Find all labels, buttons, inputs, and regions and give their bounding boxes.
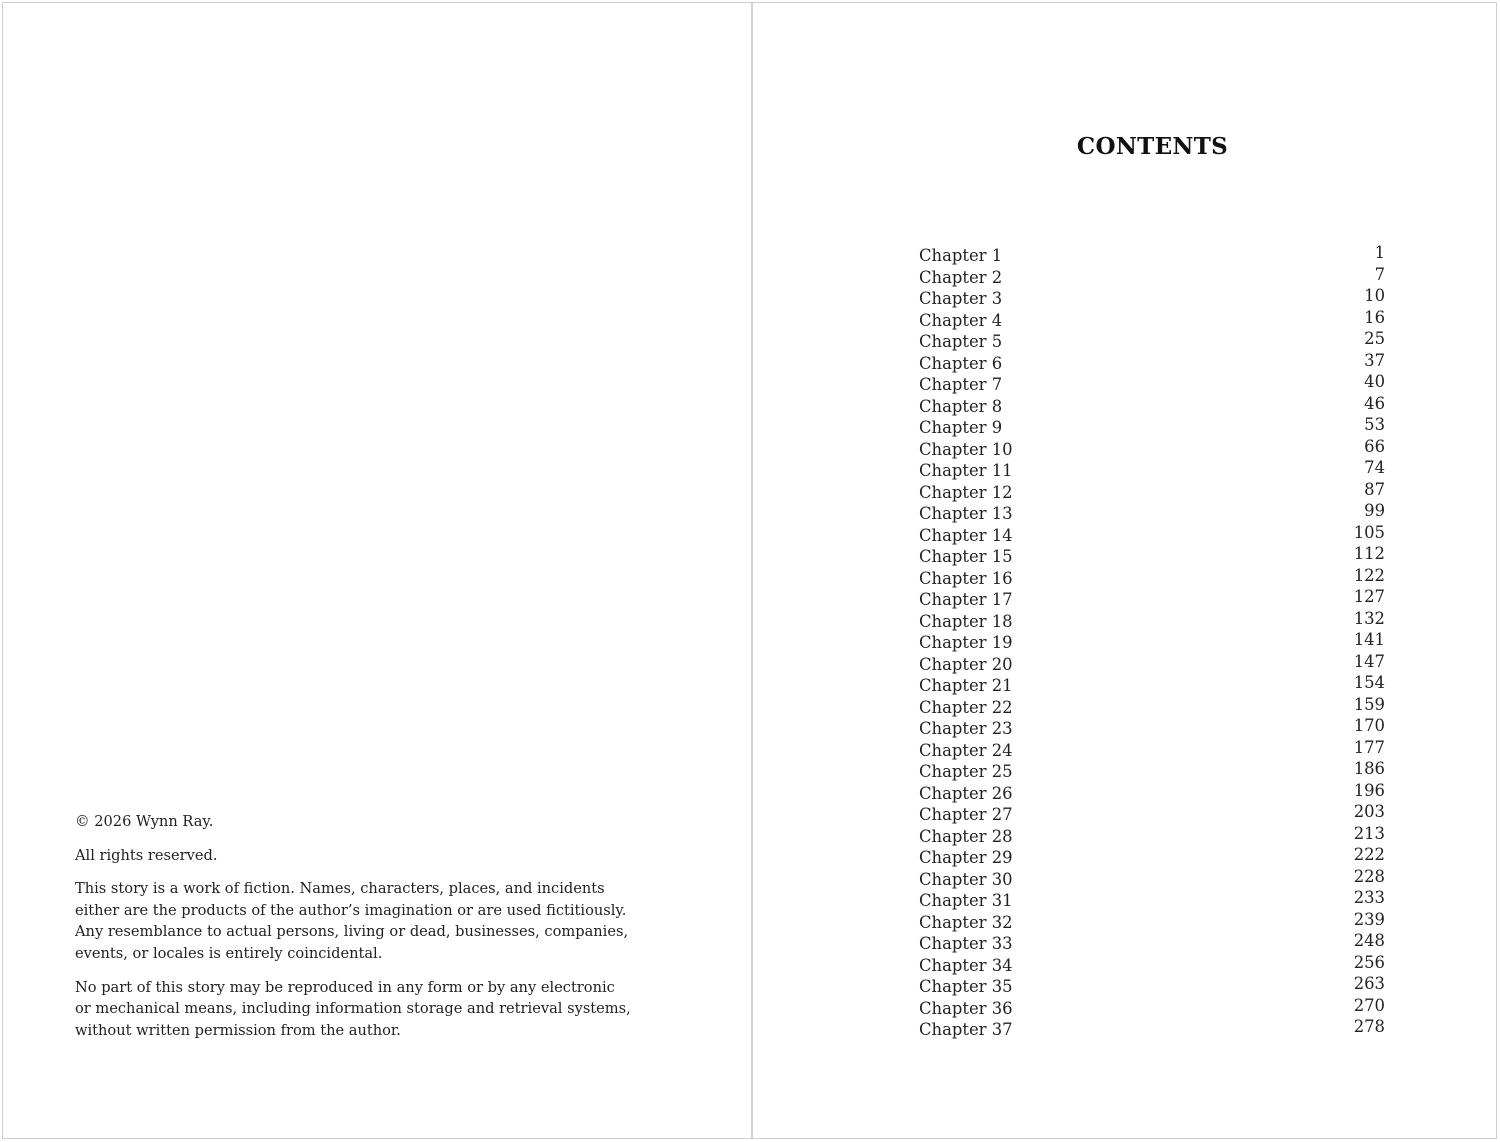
- toc-entry[interactable]: [919, 458, 1385, 480]
- toc-entry[interactable]: [919, 480, 1385, 502]
- toc-page-number: 40: [1364, 372, 1385, 391]
- toc-page-number: 141: [1353, 630, 1385, 649]
- toc-entry[interactable]: [919, 523, 1385, 545]
- toc-page-number: 278: [1353, 1017, 1385, 1036]
- toc-chapter-label: Chapter 22: [919, 697, 1013, 717]
- toc-page-number: 270: [1353, 995, 1385, 1015]
- copyright-page: [3, 3, 751, 1138]
- toc-page-number: 16: [1364, 307, 1385, 327]
- toc-page-number: 248: [1353, 931, 1385, 950]
- toc-page-number: 213: [1353, 823, 1385, 843]
- toc-chapter-label: Chapter 32: [919, 912, 1013, 932]
- toc-entry[interactable]: [919, 888, 1385, 910]
- toc-chapter-label: Chapter 3: [919, 289, 1003, 308]
- toc-page-number: 1: [1374, 243, 1385, 262]
- toc-chapter-label: Chapter 9: [919, 418, 1003, 437]
- contents-title: CONTENTS: [1076, 133, 1229, 160]
- toc-page-number: 186: [1353, 759, 1385, 778]
- toc-entry[interactable]: [919, 996, 1385, 1018]
- toc-entry[interactable]: [919, 243, 1385, 265]
- toc-chapter-label: Chapter 25: [919, 762, 1013, 781]
- toc-chapter-label: Chapter 11: [919, 461, 1013, 480]
- toc-page-number: 74: [1364, 458, 1385, 477]
- toc-chapter-label: Chapter 19: [919, 633, 1013, 652]
- toc-chapter-label: Chapter 28: [919, 826, 1013, 846]
- toc-page-number: 25: [1364, 329, 1385, 348]
- toc-chapter-label: Chapter 6: [919, 353, 1003, 373]
- toc-entry[interactable]: [919, 824, 1385, 846]
- toc-page-number: 87: [1364, 479, 1385, 499]
- toc-entry[interactable]: [919, 781, 1385, 803]
- toc-chapter-label: Chapter 27: [919, 805, 1013, 824]
- toc-entry[interactable]: [919, 566, 1385, 588]
- toc-chapter-label: Chapter 17: [919, 590, 1013, 609]
- rights-reserved-line: All rights reserved.: [75, 846, 218, 864]
- toc-chapter-label: Chapter 14: [919, 525, 1013, 545]
- toc-page-number: 196: [1353, 780, 1385, 800]
- contents-page: [753, 3, 1496, 1138]
- toc-page-number: 7: [1374, 264, 1385, 284]
- toc-page-number: 105: [1353, 522, 1385, 542]
- toc-chapter-label: Chapter 12: [919, 482, 1013, 502]
- toc-entry[interactable]: [919, 974, 1385, 996]
- toc-chapter-label: Chapter 1: [919, 246, 1003, 265]
- toc-page-number: 99: [1364, 501, 1385, 520]
- toc-page-number: 228: [1353, 866, 1385, 886]
- copyright-line: © 2026 Wynn Ray.: [75, 813, 214, 830]
- toc-chapter-label: Chapter 4: [919, 310, 1003, 330]
- toc-page-number: 239: [1353, 909, 1385, 929]
- toc-page-number: 263: [1353, 974, 1385, 993]
- toc-chapter-label: Chapter 21: [919, 676, 1013, 695]
- toc-page-number: 112: [1353, 544, 1385, 563]
- toc-page-number: 203: [1353, 802, 1385, 821]
- toc-chapter-label: Chapter 24: [919, 740, 1013, 760]
- toc-chapter-label: Chapter 2: [919, 267, 1003, 287]
- toc-chapter-label: Chapter 5: [919, 332, 1003, 351]
- toc-entry[interactable]: [919, 695, 1385, 717]
- toc-entry[interactable]: [919, 544, 1385, 566]
- toc-entry[interactable]: [919, 351, 1385, 373]
- toc-page-number: 154: [1353, 673, 1385, 692]
- toc-chapter-label: Chapter 35: [919, 977, 1013, 996]
- toc-page-number: 122: [1353, 565, 1385, 585]
- toc-chapter-label: Chapter 31: [919, 891, 1013, 910]
- toc-entry[interactable]: [919, 415, 1385, 437]
- toc-page-number: 233: [1353, 888, 1385, 907]
- toc-entry[interactable]: [919, 867, 1385, 889]
- toc-entry[interactable]: [919, 308, 1385, 330]
- toc-entry[interactable]: [919, 329, 1385, 351]
- toc-entry[interactable]: [919, 802, 1385, 824]
- toc-entry[interactable]: [919, 630, 1385, 652]
- toc-chapter-label: Chapter 15: [919, 547, 1013, 566]
- toc-page-number: 132: [1353, 608, 1385, 628]
- toc-entry[interactable]: [919, 587, 1385, 609]
- toc-page-number: 147: [1353, 651, 1385, 671]
- toc-entry[interactable]: [919, 910, 1385, 932]
- toc-entry[interactable]: [919, 437, 1385, 459]
- toc-page-number: 46: [1364, 393, 1385, 413]
- toc-entry[interactable]: [919, 501, 1385, 523]
- toc-chapter-label: Chapter 18: [919, 611, 1013, 631]
- toc-entry[interactable]: [919, 1017, 1385, 1039]
- fiction-notice: This story is a work of fiction. Names, characters, places, and incidents either are the products of the author’s imagination or are used fictitiously. Any resemblance to actual persons, living or dead, businesses, companies, events, or locales is entirely coincidental.: [75, 880, 629, 962]
- toc-chapter-label: Chapter 23: [919, 719, 1013, 738]
- toc-entry[interactable]: [919, 716, 1385, 738]
- toc-entry[interactable]: [919, 652, 1385, 674]
- toc-entry[interactable]: [919, 286, 1385, 308]
- toc-page-number: 170: [1353, 716, 1385, 735]
- toc-page-number: 53: [1364, 415, 1385, 434]
- toc-entry[interactable]: [919, 609, 1385, 631]
- book-spread: [2, 2, 1497, 1139]
- toc-page-number: 10: [1364, 286, 1385, 305]
- toc-page-number: 37: [1364, 350, 1385, 370]
- reproduction-notice: No part of this story may be reproduced in any form or by any electronic or mechanical means, including information storage and retrieval systems, without written permission from the author.: [75, 978, 631, 1039]
- toc-page-number: 127: [1353, 587, 1385, 606]
- toc-chapter-label: Chapter 7: [919, 375, 1003, 394]
- table-of-contents: [919, 243, 1385, 1039]
- toc-chapter-label: Chapter 10: [919, 439, 1013, 459]
- toc-page-number: 177: [1353, 737, 1385, 757]
- toc-page-number: 66: [1364, 436, 1385, 456]
- toc-chapter-label: Chapter 34: [919, 955, 1013, 975]
- toc-chapter-label: Chapter 37: [919, 1020, 1013, 1039]
- toc-entry[interactable]: [919, 931, 1385, 953]
- toc-chapter-label: Chapter 8: [919, 396, 1003, 416]
- copyright-block: [75, 811, 635, 1053]
- toc-entry[interactable]: [919, 265, 1385, 287]
- toc-entry[interactable]: [919, 394, 1385, 416]
- toc-page-number: 222: [1353, 845, 1385, 864]
- toc-entry[interactable]: [919, 372, 1385, 394]
- toc-entry[interactable]: [919, 673, 1385, 695]
- toc-chapter-label: Chapter 36: [919, 998, 1013, 1018]
- toc-chapter-label: Chapter 30: [919, 869, 1013, 889]
- toc-chapter-label: Chapter 16: [919, 568, 1013, 588]
- toc-chapter-label: Chapter 26: [919, 783, 1013, 803]
- toc-page-number: 159: [1353, 694, 1385, 714]
- toc-entry[interactable]: [919, 759, 1385, 781]
- toc-chapter-label: Chapter 20: [919, 654, 1013, 674]
- toc-entry[interactable]: [919, 845, 1385, 867]
- toc-entry[interactable]: [919, 738, 1385, 760]
- toc-entry[interactable]: [919, 953, 1385, 975]
- toc-chapter-label: Chapter 33: [919, 934, 1013, 953]
- toc-page-number: 256: [1353, 952, 1385, 972]
- toc-chapter-label: Chapter 29: [919, 848, 1013, 867]
- toc-chapter-label: Chapter 13: [919, 504, 1013, 523]
